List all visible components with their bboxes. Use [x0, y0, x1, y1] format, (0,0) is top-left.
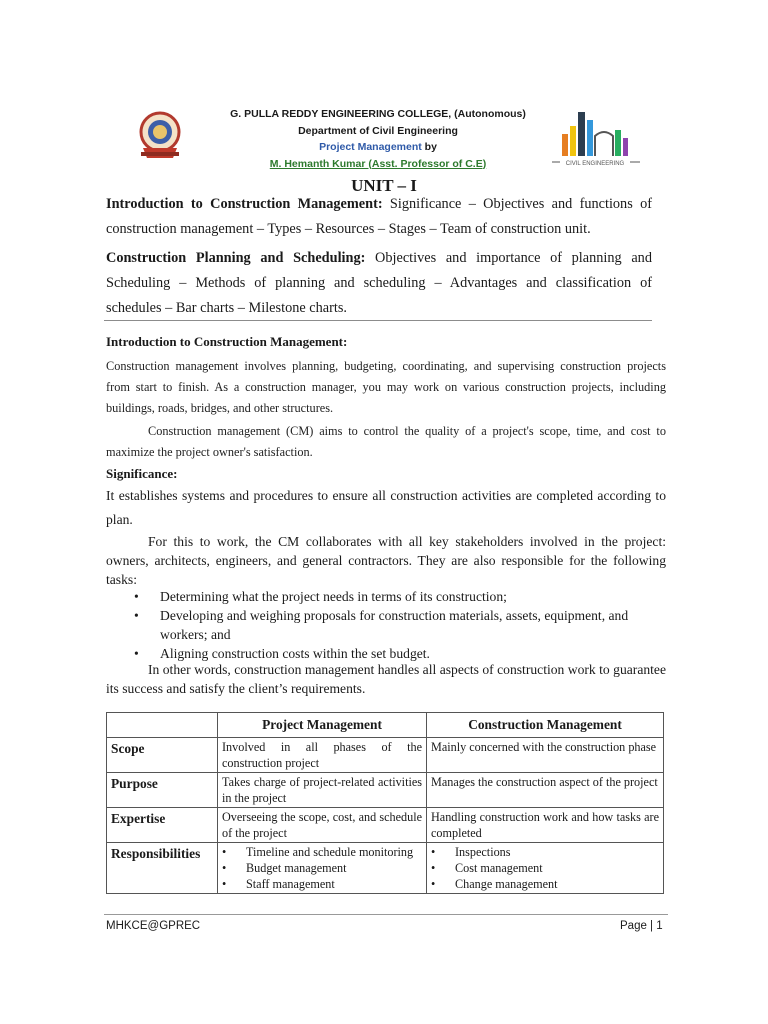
author-line [200, 156, 556, 173]
significance-heading: Significance: [106, 466, 178, 481]
table-row [107, 738, 664, 773]
cm-cell: Handling construction work and how tasks are completed [427, 808, 664, 843]
unit-title: UNIT – I [351, 176, 417, 195]
college-emblem-icon [133, 108, 187, 164]
bullet-icon: • [222, 861, 227, 875]
list-item: • Aligning construction costs within the set budget. [134, 646, 430, 661]
bullet-icon: • [222, 845, 227, 859]
list-item: • Inspections [431, 845, 511, 859]
table-header-cell: Project Management [218, 713, 427, 738]
significance-paragraph-3: In other words, construction management handles all aspects of construction work to guarantee its success and satisfy the client’s requirements. [106, 662, 666, 696]
row-label: Responsibilities [107, 843, 218, 894]
list-item: • Developing and weighing proposals for construction materials, assets, equipment, and workers; and [134, 608, 629, 642]
pm-cell [218, 843, 427, 894]
list-item: • Cost management [431, 861, 543, 875]
list-item: • Staff management [222, 877, 335, 891]
row-label: Expertise [107, 808, 218, 843]
logo-caption: CIVIL ENGINEERING [565, 161, 625, 167]
row-label: Purpose [107, 773, 218, 808]
significance-paragraph-1: It establishes systems and procedures to ensure all construction activities are completed according to plan. [106, 488, 666, 527]
bullet-icon: • [431, 861, 436, 875]
author-name: M. Hemanth Kumar (Asst. Professor of C.E) [269, 157, 487, 170]
table-header-cell [107, 713, 218, 738]
pm-cell: Overseeing the scope, cost, and schedule of the project [218, 808, 427, 843]
table-header-cell: Construction Management [427, 713, 664, 738]
cm-cell: Manages the construction aspect of the project [427, 773, 664, 808]
document-header [0, 100, 768, 170]
header-text [200, 106, 556, 172]
syllabus-heading: Introduction to Construction Management: [106, 196, 383, 212]
syllabus-topic-1 [106, 192, 652, 242]
syllabus-text: Objectives and importance of planning and Scheduling – Methods of planning and scheduling – Advantages and classification of schedules – Bar charts – Milestone charts. [106, 250, 652, 316]
pm-cell: Involved in all phases of the construction project [218, 738, 427, 773]
table-header-row [107, 713, 664, 738]
bullet-icon: • [431, 845, 436, 859]
syllabus-heading: Construction Planning and Scheduling: [106, 250, 366, 266]
list-item: • Timeline and schedule monitoring [222, 845, 414, 859]
section-divider [104, 320, 652, 321]
syllabus-text: Significance – Objectives and functions of construction management – Types – Resources – Stages – Team of construction unit. [106, 196, 652, 237]
cm-responsibilities-list [431, 844, 659, 892]
college-name: G. PULLA REDDY ENGINEERING COLLEGE, (Autonomous) [230, 108, 526, 120]
list-item: • Determining what the project needs in terms of its construction; [134, 589, 507, 604]
bullet-icon: • [222, 877, 227, 891]
bullet-icon: • [134, 608, 139, 623]
row-label: Scope [107, 738, 218, 773]
syllabus-topic-2 [106, 246, 652, 321]
list-item: • Budget management [222, 861, 347, 875]
table-row [107, 773, 664, 808]
significance-paragraph-2: For this to work, the CM collaborates with all key stakeholders involved in the project: owners, architects, engineers, and general contractors. They are also responsible for the following tasks: [106, 534, 666, 587]
course-line [200, 139, 556, 156]
department-name: Department of Civil Engineering [298, 124, 458, 137]
table-row [107, 843, 664, 894]
intro-paragraph-1: Construction management involves planning, budgeting, coordinating, and supervising construction projects from start to finish. As a construction manager, you may work on various construction projects, including buildings, roads, bridges, and other structures. [106, 359, 666, 415]
bullet-icon: • [134, 589, 139, 604]
civil-engineering-logo-icon [548, 106, 644, 168]
cm-cell [427, 843, 664, 894]
by-text: by [421, 141, 437, 153]
footer-left-text: MHKCE@GPREC [106, 920, 201, 932]
page-number: Page | 1 [620, 920, 663, 932]
intro-paragraph-2: Construction management (CM) aims to control the quality of a project's scope, time, and cost to maximize the project owner's satisfaction. [106, 424, 666, 459]
tasks-list [106, 587, 666, 663]
intro-heading: Introduction to Construction Management: [106, 334, 348, 349]
bullet-icon: • [134, 646, 139, 661]
pm-responsibilities-list [222, 844, 422, 892]
cm-cell: Mainly concerned with the construction phase [427, 738, 664, 773]
pm-cell: Takes charge of project-related activities in the project [218, 773, 427, 808]
footer-divider [104, 914, 668, 915]
course-title: Project Management [319, 141, 422, 153]
bullet-icon: • [431, 877, 436, 891]
list-item: • Change management [431, 877, 558, 891]
comparison-table [106, 712, 664, 894]
table-row [107, 808, 664, 843]
